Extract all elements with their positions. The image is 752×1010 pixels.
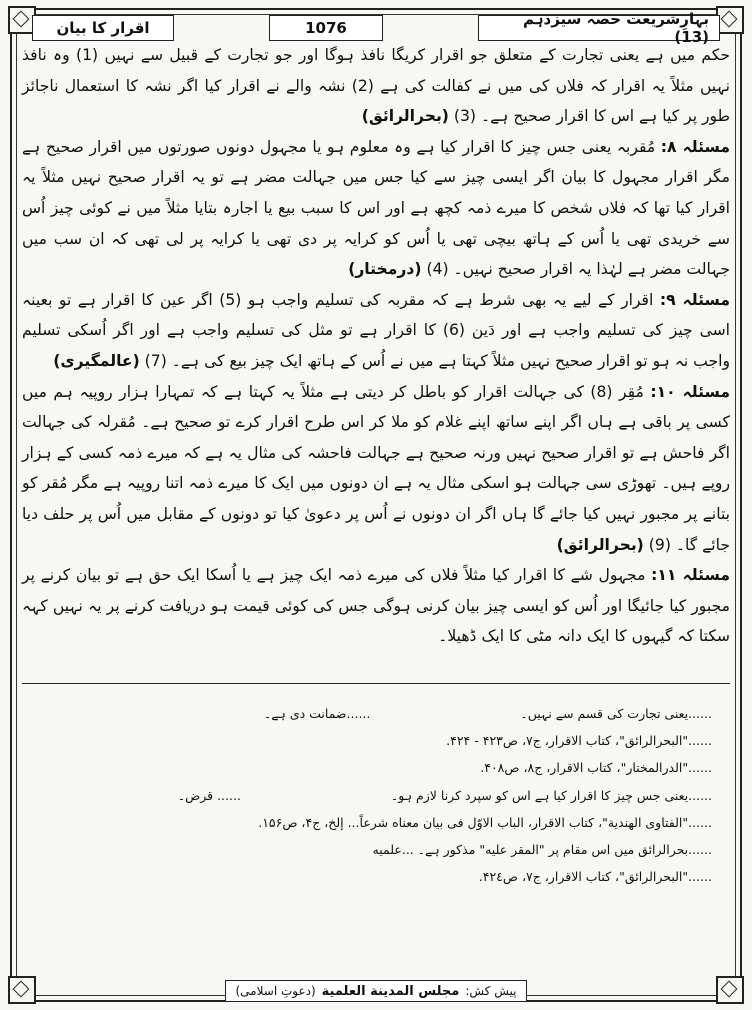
footnote: ......"الفتاوی الهندیة"، کتاب الاقرار، الباب الاوّل فی بیان معناه شرعاً... إلخ، ج۴، ص۱۵۶.: [258, 814, 712, 830]
page-footer: [0, 980, 752, 1002]
footnote-divider: [22, 683, 730, 684]
paragraph: [22, 285, 730, 377]
footnote: ......"الدرالمختار"، کتاب الاقرار، ج۸، ص۴۰۸.: [480, 760, 712, 776]
paragraph-source: (درمختار): [348, 260, 422, 279]
paragraph-heading: مسئلہ ۱۰:: [650, 382, 730, 401]
publisher-prefix: پیش کش:: [465, 984, 517, 998]
paragraph-source: (بحرالرائق): [361, 107, 449, 126]
paragraph-text: مُقِر (8) کی جہالت اقرار کو باطل کر دیتی ہے مثلاً یہ کہتا ہے کہ تمہارا ہزار روپیہ ہم میں کسی پر باقی ہے ہاں اگر اپنے ساتھ اپنے غلام کو ملا کر اس طرح اقرار کرے تو صحیح ہے۔ مُقرلہ کی جہالت اگر فاحش ہے تو اقرار صحیح نہیں ورنہ صحیح ہے جہالت فاحشہ کی مثال یہ ہے کہ میرے ذمہ کسی کے ہزار روپے ہیں۔ تھوڑی سی جہالت ہو اسکی مثال یہ ہے ان دونوں میں ایک کا میرے ذمہ اتنا روپیہ ہے مگر مُقر کو بتانے پر مجبور نہیں کیا جائے گا ہاں اگر ان دونوں نے اُس پر دعویٰ کیا تو دونوں کے مقابل میں اُس پر حلف دیا جائے گا۔ (9): [22, 382, 730, 554]
page-number: 1076: [269, 15, 383, 41]
paragraph: [22, 40, 730, 132]
footnote-row: [50, 700, 712, 727]
footnote: ......یعنی جس چیز کا اقرار کیا ہے اس کو سپرد کرنا لازم ہو۔: [390, 787, 712, 803]
footnote: ......"البحرالرائق"، کتاب الاقرار، ج۷، ص۴۲٤.: [478, 869, 712, 885]
paragraph-source: (عالمگیری): [53, 351, 140, 370]
footnote: ......"البحرالرائق"، کتاب الاقرار، ج۷، ص۴۲۳ - ۴۲۴.: [446, 733, 712, 749]
footnote: ......یعنی تجارت کی قسم سے نہیں۔: [520, 706, 712, 721]
page-header: [32, 10, 720, 46]
book-title: بہارِشریعت حصہ سیزدہم (13): [478, 15, 720, 41]
paragraph-text: مجہول شے کا اقرار کیا مثلاً فلاں کی میرے ذمہ ایک چیز ہے یا اُسکا ایک حق ہے تو بیان کرنے پر مجبور کیا جائیگا اور اُس کو ایسی چیز بیان کرنی ہوگی جس کی کوئی قیمت ہو دریافت کرنے پر یہ نہیں کہہ سکتا کہ گیہوں کا ایک دانہ مٹی کا ایک ڈھیلا۔: [22, 566, 730, 646]
paragraph-heading: مسئلہ ۱۱:: [651, 566, 730, 585]
publisher-suffix: (دعوتِ اسلامی): [235, 984, 316, 998]
publisher-name: مجلس المدینة العلمیة: [321, 983, 460, 999]
publisher-box: [225, 980, 528, 1002]
paragraph-text: مُقربہ یعنی جس چیز کا اقرار کیا ہے وہ معلوم ہو یا مجہول دونوں صورتوں میں اقرار صحیح ہے مگر اقرار مجہول کا بیان اگر ایسی چیز سے کیا جس میں جہالت مضر ہے تو یہ اقرار صحیح نہیں مثلاً یہ اقرار کیا تھا کہ فلاں شخص کا میرے ذمہ کچھ ہے اور اس کا سبب بیع یا اجارہ بتایا مثلاً میں نے کوئی چیز اُس سے خریدی تھی یا اُس کے ہاتھ بیچی تھی یا اُس کو کرایہ پر دی تھی یا کرایہ پر لی تھی کہ ان سب میں جہالت مضر ہے لہٰذا یہ اقرار صحیح نہیں۔ (4): [22, 137, 730, 279]
paragraph-heading: مسئلہ ۸:: [660, 137, 730, 156]
main-text: [22, 40, 730, 652]
paragraph: [22, 132, 730, 285]
paragraph-source: (بحرالرائق): [556, 535, 644, 554]
footnote: ...... قرض۔: [177, 787, 241, 803]
paragraph: [22, 377, 730, 561]
paragraph-text: اقرار کے لیے یہ بھی شرط ہے کہ مقربہ کی تسلیم واجب ہو (5) اگر عین کا اقرار ہے تو بعینہ اسی چیز کی تسلیم واجب ہے اور دَین (6) کا اقرار ہے تو مثل کی تسلیم واجب ہے اور اگر اُسکی تسلیم واجب نہ ہو تو اقرار صحیح نہیں مثلاً کہتا ہے میں نے اُس کے ہاتھ ایک چیز بیع کی ہے۔ (7): [22, 290, 730, 370]
corner-ornament: [716, 6, 744, 34]
footnote-row: [50, 782, 712, 809]
footnote: ......بحرالرائق میں اس مقام پر "المقر علیه" مذکور ہے۔ ...علمیه: [372, 842, 712, 858]
paragraph-heading: مسئلہ ۹:: [659, 290, 730, 309]
chapter-title: اقرار کا بیان: [32, 15, 174, 41]
footnotes: [50, 700, 712, 890]
paragraph-text: حکم میں ہے یعنی تجارت کے متعلق جو اقرار کریگا نافذ ہوگا اور جو تجارت کے قبیل سے نہیں (1) وہ نافذ نہیں مثلاً یہ اقرار کہ فلاں کی میں نے کفالت کی ہے (2) نشہ والے نے اقرار کیا اگر نشہ کا استعمال ناجائز طور پر کیا ہے اس کا اقرار صحیح ہے۔ (3): [22, 46, 730, 126]
footnote: ......ضمانت دی ہے۔: [263, 706, 371, 721]
paragraph: [22, 560, 730, 652]
